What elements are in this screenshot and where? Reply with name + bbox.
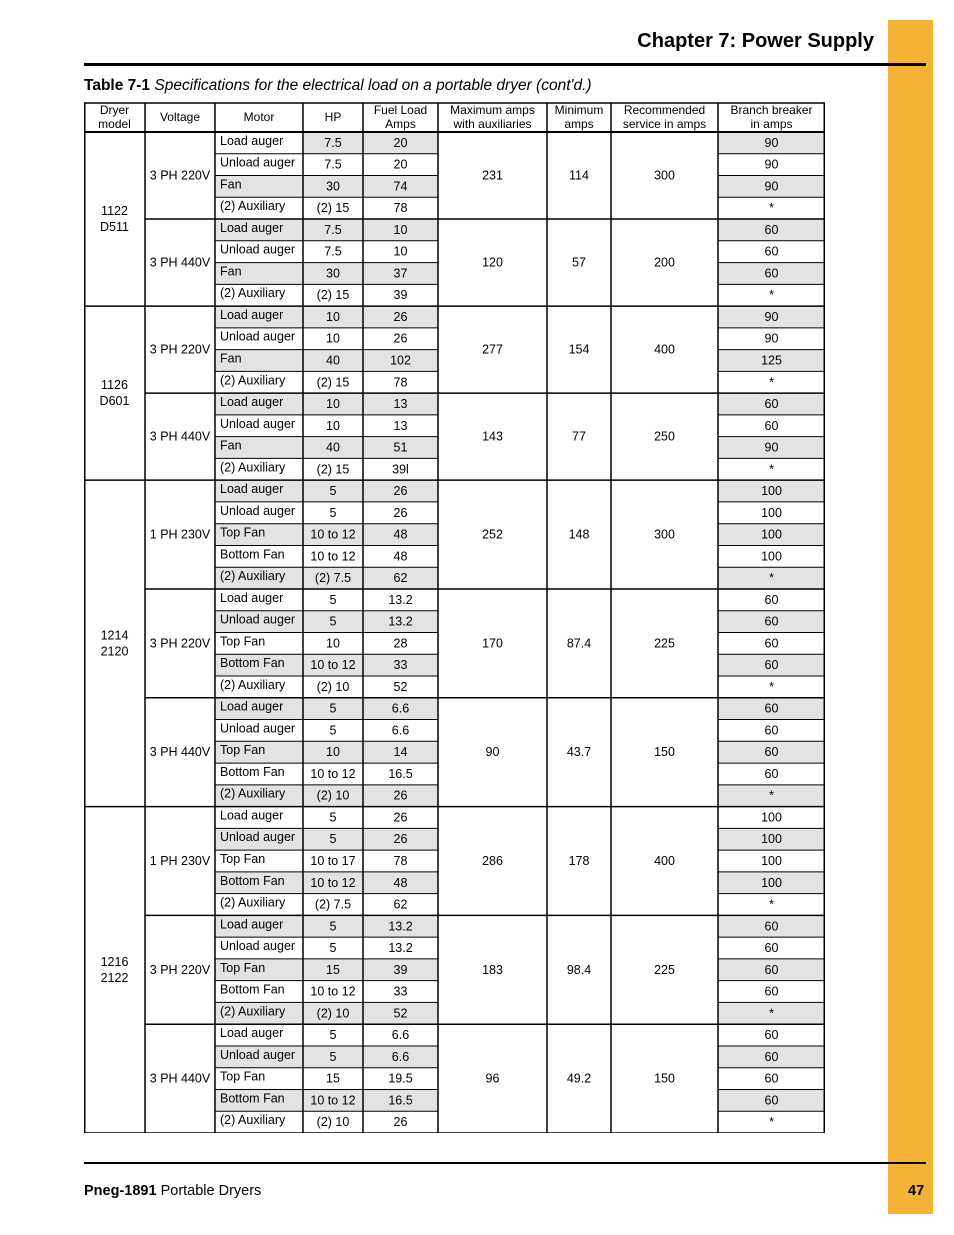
recommended-service-cell: 300 [654,527,675,542]
dryer-model-cell-line-1: 1126 [101,378,128,393]
fuel-load-amps-cell: 16.5 [388,766,413,781]
hp-cell: 5 [329,810,337,825]
motor-cell: Bottom Fan [220,1091,285,1106]
motor-cell: Top Fan [220,1069,266,1084]
branch-breaker-cell: 90 [764,157,779,172]
voltage-cell: 3 PH 220V [149,168,211,183]
min-amps-cell: 154 [568,342,590,357]
fuel-load-amps-cell: 39 [393,962,408,977]
motor-cell: Top Fan [220,525,266,540]
motor-cell: Bottom Fan [220,764,285,779]
fuel-load-amps-cell: 6.6 [391,1049,410,1064]
hp-cell: (2) 10 [316,1006,350,1021]
motor-cell: Load auger [220,395,284,410]
branch-breaker-cell: 60 [764,658,779,673]
branch-breaker-cell: * [769,462,774,477]
motor-cell: (2) Auxiliary [220,895,286,910]
hp-cell: 10 [326,309,340,324]
branch-breaker-cell: 60 [764,614,779,629]
fuel-load-amps-cell: 62 [393,571,408,586]
motor-cell: Unload auger [220,721,296,736]
hp-cell: 10 to 12 [310,549,356,564]
page-number: 47 [908,1183,925,1199]
footer-rule [84,1162,926,1164]
hp-cell: 5 [329,1028,337,1043]
branch-breaker-cell: 60 [764,984,779,999]
max-amps-cell: 143 [482,429,503,444]
recommended-service-cell: 225 [654,962,675,977]
motor-cell: (2) Auxiliary [220,569,286,584]
hp-cell: (2) 15 [316,288,350,303]
recommended-service-cell: 300 [654,168,675,183]
motor-cell: Load auger [220,220,284,235]
branch-breaker-cell: * [769,375,774,390]
fuel-load-amps-cell: 6.6 [391,723,410,738]
recommended-service-cell: 400 [654,342,675,357]
motor-cell: Load auger [220,133,284,148]
hp-cell: 10 to 12 [310,984,356,999]
voltage-cell: 3 PH 440V [149,429,211,444]
min-amps-cell: 87.4 [566,636,592,651]
chapter-sidebar-tab [888,20,933,1214]
fuel-load-amps-cell: 19.5 [388,1071,413,1086]
motor-cell: (2) Auxiliary [220,677,286,692]
voltage-cell: 1 PH 230V [149,527,211,542]
motor-cell: Top Fan [220,634,266,649]
fuel-load-amps-cell: 78 [393,201,408,216]
branch-breaker-cell: * [769,201,774,216]
motor-cell: (2) Auxiliary [220,199,286,214]
fuel-load-amps-cell: 52 [393,679,408,694]
branch-breaker-cell: * [769,679,774,694]
motor-cell: (2) Auxiliary [220,373,286,388]
motor-cell: Unload auger [220,830,296,845]
header-cell-7-line-2: service in amps [622,117,707,131]
motor-cell: Fan [220,264,242,279]
motor-cell: Unload auger [220,242,296,257]
motor-cell: Unload auger [220,612,296,627]
max-amps-cell: 252 [482,527,503,542]
fuel-load-amps-cell: 16.5 [388,1093,413,1108]
motor-cell: Unload auger [220,1047,296,1062]
fuel-load-amps-cell: 13 [393,397,408,412]
fuel-load-amps-cell: 52 [393,1006,408,1021]
dryer-model-cell-line-2: D601 [99,394,130,409]
motor-cell: Unload auger [220,155,296,170]
electrical-load-table [84,102,825,1133]
fuel-load-amps-cell: 13.2 [388,592,413,607]
branch-breaker-cell: 90 [764,440,779,455]
hp-cell: 5 [329,701,337,716]
hp-cell: (2) 15 [316,375,350,390]
hp-cell: 10 to 12 [310,875,356,890]
recommended-service-cell: 150 [654,745,675,760]
hp-cell: (2) 10 [316,1115,350,1130]
hp-cell: 5 [329,484,337,499]
table-caption-label: Table 7-1 [84,77,151,94]
fuel-load-amps-cell: 33 [393,658,408,673]
fuel-load-amps-cell: 28 [393,636,408,651]
fuel-load-amps-cell: 48 [393,527,408,542]
fuel-load-amps-cell: 33 [393,984,408,999]
branch-breaker-cell: 100 [761,875,782,890]
hp-cell: 5 [329,941,337,956]
hp-cell: 10 [326,636,340,651]
header-cell-4-line-2: Amps [385,117,416,131]
recommended-service-cell: 250 [654,429,675,444]
fuel-load-amps-cell: 13 [393,418,408,433]
max-amps-cell: 90 [485,745,500,760]
motor-cell: Load auger [220,699,284,714]
voltage-cell: 3 PH 220V [149,962,211,977]
hp-cell: 10 to 12 [310,1093,356,1108]
hp-cell: 15 [326,962,340,977]
voltage-cell: 3 PH 440V [149,255,211,270]
fuel-load-amps-cell: 26 [393,832,408,847]
fuel-load-amps-cell: 20 [393,135,408,150]
branch-breaker-cell: 100 [761,832,782,847]
branch-breaker-cell: 60 [764,266,779,281]
max-amps-cell: 96 [485,1071,500,1086]
header-cell-2: Motor [243,110,275,124]
hp-cell: 40 [326,440,340,455]
hp-cell: (2) 15 [316,201,350,216]
branch-breaker-cell: 90 [764,331,779,346]
fuel-load-amps-cell: 10 [393,244,408,259]
header-cell-5-line-2: with auxiliaries [453,117,532,131]
branch-breaker-cell: 60 [764,397,779,412]
min-amps-cell: 148 [568,527,590,542]
hp-cell: 10 [326,745,340,760]
max-amps-cell: 277 [482,342,503,357]
min-amps-cell: 178 [568,853,590,868]
branch-breaker-cell: 100 [761,484,782,499]
hp-cell: 15 [326,1071,340,1086]
motor-cell: Bottom Fan [220,982,285,997]
motor-cell: (2) Auxiliary [220,1113,286,1128]
recommended-service-cell: 225 [654,636,675,651]
max-amps-cell: 170 [482,636,503,651]
header-cell-4-line-1: Fuel Load [373,103,428,117]
dryer-model-cell-line-2: 2120 [100,644,129,659]
header-cell-5-line-1: Maximum amps [450,103,535,117]
max-amps-cell: 183 [482,962,503,977]
hp-cell: (2) 10 [316,788,350,803]
header-rule [84,63,926,66]
footer-document [84,1183,261,1199]
hp-cell: (2) 7.5 [314,571,352,586]
hp-cell: 7.5 [324,157,342,172]
hp-cell: 5 [329,1049,337,1064]
hp-cell: 5 [329,723,337,738]
fuel-load-amps-cell: 78 [393,853,408,868]
hp-cell: 40 [326,353,340,368]
motor-cell: Fan [220,351,242,366]
branch-breaker-cell: 60 [764,962,779,977]
hp-cell: 30 [326,266,340,281]
hp-cell: 10 [326,418,340,433]
hp-cell: 5 [329,919,337,934]
hp-cell: 7.5 [324,244,342,259]
header-cell-1: Voltage [159,110,201,124]
branch-breaker-cell: * [769,788,774,803]
motor-cell: Bottom Fan [220,656,285,671]
motor-cell: Fan [220,177,242,192]
branch-breaker-cell: 100 [761,549,782,564]
branch-breaker-cell: 100 [761,853,782,868]
branch-breaker-cell: 60 [764,1028,779,1043]
branch-breaker-cell: * [769,1115,774,1130]
branch-breaker-cell: 60 [764,701,779,716]
motor-cell: Load auger [220,590,284,605]
motor-cell: (2) Auxiliary [220,786,286,801]
hp-cell: 5 [329,614,337,629]
fuel-load-amps-cell: 48 [393,875,408,890]
fuel-load-amps-cell: 14 [393,745,408,760]
hp-cell: 5 [329,505,337,520]
motor-cell: Unload auger [220,503,296,518]
header-cell-6-line-2: amps [564,117,594,131]
fuel-load-amps-cell: 26 [393,810,408,825]
hp-cell: 7.5 [324,135,342,150]
hp-cell: 7.5 [324,222,342,237]
branch-breaker-cell: * [769,897,774,912]
fuel-load-amps-cell: 10 [393,222,408,237]
recommended-service-cell: 150 [654,1071,675,1086]
motor-cell: (2) Auxiliary [220,460,286,475]
dryer-model-cell-line-2: D511 [100,220,129,235]
fuel-load-amps-cell: 26 [393,331,408,346]
branch-breaker-cell: 60 [764,244,779,259]
motor-cell: Fan [220,438,242,453]
motor-cell: Load auger [220,1026,284,1041]
hp-cell: 10 to 12 [310,658,356,673]
header-cell-7-line-1: Recommended [623,103,706,117]
max-amps-cell: 120 [482,255,503,270]
fuel-load-amps-cell: 48 [393,549,408,564]
branch-breaker-cell: * [769,1006,774,1021]
fuel-load-amps-cell: 26 [393,309,408,324]
fuel-load-amps-cell: 74 [393,179,408,194]
branch-breaker-cell: 60 [764,418,779,433]
header-cell-0-line-1: Dryer [99,103,130,117]
motor-cell: Load auger [220,808,284,823]
branch-breaker-cell: * [769,288,774,303]
max-amps-cell: 286 [482,853,503,868]
recommended-service-cell: 200 [654,255,675,270]
fuel-load-amps-cell: 13.2 [388,941,413,956]
motor-cell: Unload auger [220,329,296,344]
branch-breaker-cell: 60 [764,1049,779,1064]
footer-doc-title: Portable Dryers [160,1183,262,1199]
hp-cell: (2) 15 [316,462,350,477]
branch-breaker-cell: 60 [764,723,779,738]
header-cell-3: HP [324,110,342,124]
fuel-load-amps-cell: 13.2 [388,919,413,934]
branch-breaker-cell: 60 [764,1071,779,1086]
hp-cell: 30 [326,179,340,194]
voltage-cell: 3 PH 220V [149,636,211,651]
voltage-cell: 1 PH 230V [149,853,211,868]
hp-cell: 10 to 12 [310,527,356,542]
fuel-load-amps-cell: 26 [393,484,408,499]
branch-breaker-cell: 100 [761,505,782,520]
motor-cell: Load auger [220,307,284,322]
voltage-cell: 3 PH 220V [149,342,211,357]
fuel-load-amps-cell: 102 [390,353,411,368]
voltage-cell: 3 PH 440V [149,1071,211,1086]
header-cell-8-line-1: Branch breaker [730,103,813,117]
motor-cell: Unload auger [220,939,296,954]
hp-cell: 10 to 12 [310,766,356,781]
branch-breaker-cell: 90 [764,179,779,194]
branch-breaker-cell: 100 [761,527,782,542]
motor-cell: Load auger [220,917,284,932]
footer-doc-id: Pneg-1891 [84,1183,157,1199]
electrical-load-table-svg [84,102,825,1133]
fuel-load-amps-cell: 37 [393,266,408,281]
dryer-model-cell-line-1: 1214 [100,628,129,643]
hp-cell: (2) 10 [316,679,350,694]
branch-breaker-cell: 60 [764,919,779,934]
hp-cell: 10 [326,397,340,412]
min-amps-cell: 114 [569,168,589,183]
chapter-title: Chapter 7: Power Supply [637,30,874,52]
branch-breaker-cell: 60 [764,941,779,956]
min-amps-cell: 77 [572,429,586,444]
dryer-model-cell-line-2: 2122 [100,970,129,985]
branch-breaker-cell: 90 [764,135,779,150]
fuel-load-amps-cell: 62 [393,897,408,912]
max-amps-cell: 231 [482,168,503,183]
fuel-load-amps-cell: 26 [393,1115,408,1130]
branch-breaker-cell: 60 [764,1093,779,1108]
fuel-load-amps-cell: 6.6 [391,1028,410,1043]
hp-cell: (2) 7.5 [314,897,352,912]
dryer-model-cell-line-1: 1122 [101,204,128,219]
hp-cell: 5 [329,832,337,847]
fuel-load-amps-cell: 39l [392,462,409,477]
motor-cell: Bottom Fan [220,547,285,562]
branch-breaker-cell: 60 [764,592,779,607]
header-cell-6-line-1: Minimum [554,103,604,117]
branch-breaker-cell: 60 [764,745,779,760]
branch-breaker-cell: 90 [764,309,779,324]
branch-breaker-cell: 60 [764,636,779,651]
table-caption [84,77,592,95]
motor-cell: Top Fan [220,960,266,975]
branch-breaker-cell: * [769,571,774,586]
fuel-load-amps-cell: 26 [393,788,408,803]
motor-cell: Bottom Fan [220,873,285,888]
motor-cell: Unload auger [220,416,296,431]
fuel-load-amps-cell: 26 [393,505,408,520]
motor-cell: (2) Auxiliary [220,1004,286,1019]
fuel-load-amps-cell: 39 [393,288,408,303]
hp-cell: 5 [329,592,337,607]
table-caption-text: Specifications for the electrical load on a portable dryer (cont'd.) [154,77,592,94]
header-cell-0-line-2: model [98,117,131,131]
recommended-service-cell: 400 [654,853,675,868]
hp-cell: 10 [326,331,340,346]
min-amps-cell: 57 [572,255,586,270]
voltage-cell: 3 PH 440V [149,745,211,760]
fuel-load-amps-cell: 51 [393,440,408,455]
branch-breaker-cell: 100 [761,810,782,825]
min-amps-cell: 49.2 [566,1071,592,1086]
fuel-load-amps-cell: 78 [393,375,408,390]
dryer-model-cell-line-1: 1216 [100,954,129,969]
min-amps-cell: 98.4 [566,962,592,977]
branch-breaker-cell: 60 [764,222,779,237]
fuel-load-amps-cell: 6.6 [391,701,410,716]
branch-breaker-cell: 60 [764,766,779,781]
fuel-load-amps-cell: 13.2 [388,614,413,629]
motor-cell: Top Fan [220,851,266,866]
motor-cell: Top Fan [220,743,266,758]
header-cell-8-line-2: in amps [750,117,793,131]
fuel-load-amps-cell: 20 [393,157,408,172]
hp-cell: 10 to 17 [310,853,356,868]
motor-cell: (2) Auxiliary [220,286,286,301]
motor-cell: Load auger [220,482,284,497]
min-amps-cell: 43.7 [566,745,592,760]
branch-breaker-cell: 125 [761,353,782,368]
